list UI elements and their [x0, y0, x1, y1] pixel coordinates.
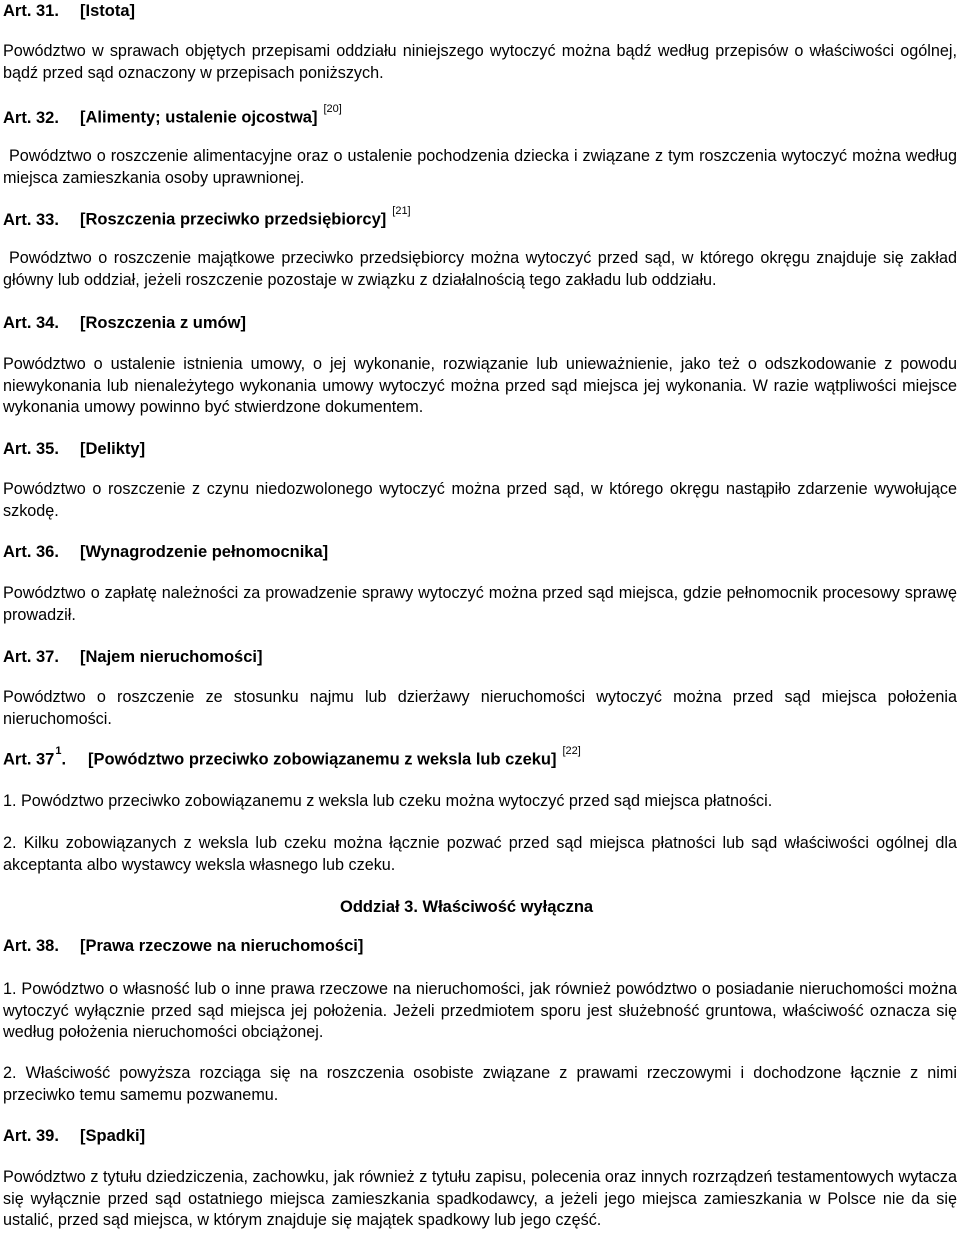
article-title: [Delikty] — [80, 440, 146, 458]
article-paragraph: 2. Właściwość powyższa rozciąga się na roszczenia osobiste związane z prawami rzeczowymi i dochodzone łącznie z nimi przeciwko temu samemu pozwanemu. — [3, 1064, 957, 1104]
footnote-ref[interactable]: [21] — [392, 205, 411, 217]
article-paragraph: 1. Powództwo przeciwko zobowiązanemu z weksla lub czeku można wytoczyć przed sąd miejsca płatności. — [3, 792, 773, 810]
article-heading: Art. $37^1$. [Powództwo przeciwko zobowiązanemu z weksla lub czeku] [22] — [3, 745, 581, 769]
article-title: [Istota] — [80, 2, 135, 20]
article-paragraph: Powództwo o roszczenie majątkowe przeciwko przedsiębiorcy można wytoczyć przed sąd, w którego okręgu znajduje się zakład główny lub oddział, jeżeli roszczenie pozostaje w związku z działalnością tego zakładu lub oddziału. — [3, 249, 957, 289]
article-heading: Art. 39. [Spadki] — [3, 1127, 146, 1145]
article-heading: Art. 35. [Delikty] — [3, 440, 146, 458]
footnote-ref[interactable]: [22] — [562, 745, 581, 757]
article-paragraph: Powództwo w sprawach objętych przepisami oddziału niniejszego wytoczyć można bądź według przepisów o właściwości ogólnej, bądź przed sąd oznaczony w przepisach poniższych. — [3, 42, 957, 82]
article-title: [Roszczenia z umów] — [80, 314, 246, 332]
article-paragraph: Powództwo o roszczenie alimentacyjne oraz o ustalenie pochodzenia dziecka i związane z tym roszczenia wytoczyć można według miejsca zamieszkania osoby uprawnionej. — [3, 147, 957, 187]
article-title: [Spadki] — [80, 1127, 146, 1145]
article-heading: Art. 36. [Wynagrodzenie pełnomocnika] — [3, 543, 329, 561]
article-paragraph: 1. Powództwo o własność lub o inne prawa rzeczowe na nieruchomości, jak również powództwo o posiadanie nieruchomości można wytoczyć wyłącznie przed sąd miejsca jej położenia. Jeżeli przedmiotem sporu jest służebność gruntowa, właściwość oznacza się według położenia nieruchomości obciążonej. — [3, 980, 957, 1041]
article-paragraph: 2. Kilku zobowiązanych z weksla lub czeku można łącznie pozwać przed sąd miejsca płatności lub sąd właściwości ogólnej dla akceptanta albo wystawcy weksla własnego lub czeku. — [3, 834, 957, 874]
article-title: [Alimenty; ustalenie ojcostwa] — [80, 108, 318, 127]
article-paragraph: Powództwo z tytułu dziedziczenia, zachowku, jak również z tytułu zapisu, polecenia oraz innych rozrządzeń testamentowych wytacza się wyłącznie przed sąd ostatniego miejsca zamieszkania spadkodawcy, a jeżeli jego miejsca zamieszkania w Polsce nie da się ustalić, przed sąd miejsca, w którym znajduje się majątek spadkowy lub jego część. — [3, 1168, 957, 1229]
article-heading: Art. 33. [Roszczenia przeciwko przedsiębiorcy] [21] — [3, 205, 411, 229]
article-paragraph: Powództwo o ustalenie istnienia umowy, o jej wykonanie, rozwiązanie lub unieważnienie, jako też o odszkodowanie z powodu niewykonania lub nienależytego wykonania umowy wytoczyć można przed sąd miejsca jej wykonania. W razie wątpliwości miejsce wykonania umowy powinno być stwierdzone dokumentem. — [3, 355, 957, 416]
article-heading: Art. 32. [Alimenty; ustalenie ojcostwa] [20] — [3, 103, 342, 127]
article-paragraph: Powództwo o zapłatę należności za prowadzenie sprawy wytoczyć można przed sąd miejsca, gdzie pełnomocnik procesowy sprawę prowadził. — [3, 584, 957, 624]
article-title: [Roszczenia przeciwko przedsiębiorcy] — [80, 210, 387, 229]
section-heading: Oddział 3. Właściwość wyłączna — [340, 898, 594, 916]
article-heading: Art. 37. [Najem nieruchomości] — [3, 648, 263, 666]
article-title: [Powództwo przeciwko zobowiązanemu z weksla lub czeku] — [88, 750, 557, 769]
article-number-superscript: 1 — [55, 745, 62, 757]
footnote-ref[interactable]: [20] — [323, 103, 342, 115]
article-title: [Prawa rzeczowe na nieruchomości] — [80, 937, 364, 955]
article-heading: Art. 34. [Roszczenia z umów] — [3, 314, 246, 332]
article-paragraph: Powództwo o roszczenie ze stosunku najmu lub dzierżawy nieruchomości wytoczyć można przed sąd miejsca położenia nieruchomości. — [3, 688, 957, 728]
article-paragraph: Powództwo o roszczenie z czynu niedozwolonego wytoczyć można przed sąd, w którego okręgu nastąpiło zdarzenie wywołujące szkodę. — [3, 480, 957, 520]
article-heading: Art. 38. [Prawa rzeczowe na nieruchomości] — [3, 937, 364, 955]
article-heading: Art. 31. [Istota] — [3, 2, 135, 20]
article-title: [Najem nieruchomości] — [80, 648, 263, 666]
article-title: [Wynagrodzenie pełnomocnika] — [80, 543, 329, 561]
